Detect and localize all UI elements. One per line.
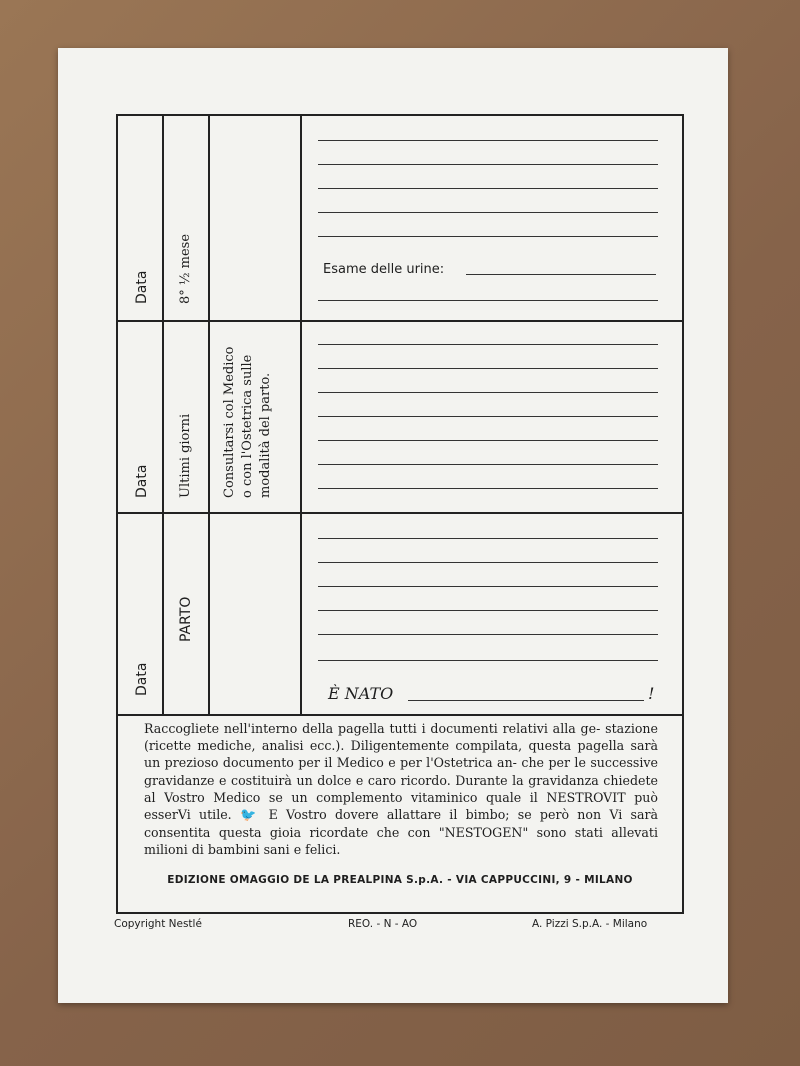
writing-line [318,212,658,213]
advice-note-box [116,712,684,914]
date-column [118,514,164,714]
note-line: pagella sarà un prezioso documento per il Medico e per l'Ostetrica an- [144,738,659,771]
date-column [118,116,164,320]
writing-line [318,464,658,465]
period-column [164,514,210,714]
writing-line [318,488,658,489]
note-line: E Vostro dovere [268,807,379,823]
advice-column [210,322,302,512]
bird-nest-icon: 🐦 [239,808,261,824]
reference-code: REO. - N - AO [348,918,418,930]
note-line: vitaminico quale il NESTROVIT può esserVi utile. [144,789,658,823]
note-line: che per le successive gravidanze e costituirà un dolce e caro ricordo. [144,755,658,788]
record-row-8th-month [118,116,682,322]
note-line: che con "NESTOGEN" sono stati allevati milioni di bambini sani e felici. [144,825,659,858]
edition-notice: EDIZIONE OMAGGIO DE LA PREALPINA S.p.A. - VIA CAPPUCCINI, 9 - MILANO [167,874,633,886]
note-line: Durante la gravidanza chiedete al Vostro Medico se un complemento [144,772,658,805]
date-column [118,322,164,512]
birth-exclamation: ! [648,684,655,703]
advice-column [210,514,302,714]
writing-line [318,392,658,393]
writing-line [318,188,658,189]
record-row-last-days [118,322,682,514]
date-label: Data [134,270,150,304]
writing-line [318,140,658,141]
writing-line [318,634,658,635]
note-line: stazione (ricette mediche, analisi ecc.). Diligentemente compilata, questa [144,721,658,754]
writing-line [318,368,658,369]
pregnancy-record-sheet [58,48,728,1003]
writing-line [318,164,658,165]
period-column [164,322,210,512]
writing-line [318,610,658,611]
note-line: Raccogliete nell'interno della pagella tutti i documenti relativi alla ge- [144,721,601,736]
writing-line [318,344,658,345]
writing-line [318,586,658,587]
advice-line: o con l'Ostetrica sulle [240,354,255,498]
writing-line [318,300,658,301]
writing-line [318,538,658,539]
printer-credit: A. Pizzi S.p.A. - Milano [532,918,648,930]
writing-line [318,562,658,563]
period-label: PARTO [178,596,194,642]
copyright-text: Copyright Nestlé [114,918,202,930]
date-label: Data [134,662,150,696]
advice-column [210,116,302,320]
writing-line [318,416,658,417]
birth-label: È NATO [328,684,394,703]
urine-exam-label: Esame delle urine: [323,262,445,277]
period-label: 8° ½ mese [178,233,193,304]
note-line: allattare il bimbo; se però non Vi sarà consentita questa gioia ricordate [144,807,658,841]
record-row-birth [118,514,682,714]
advice-line: Consultarsi col Medico [222,346,237,498]
period-label: Ultimi giorni [178,413,193,498]
urine-exam-line[interactable] [466,274,656,275]
advice-note [144,720,658,859]
birth-name-line[interactable] [408,700,644,701]
writing-line [318,660,658,661]
period-column [164,116,210,320]
date-label: Data [134,464,150,498]
record-table [116,114,684,716]
writing-line [318,440,658,441]
advice-line: modalità del parto. [258,372,273,498]
writing-line [318,236,658,237]
